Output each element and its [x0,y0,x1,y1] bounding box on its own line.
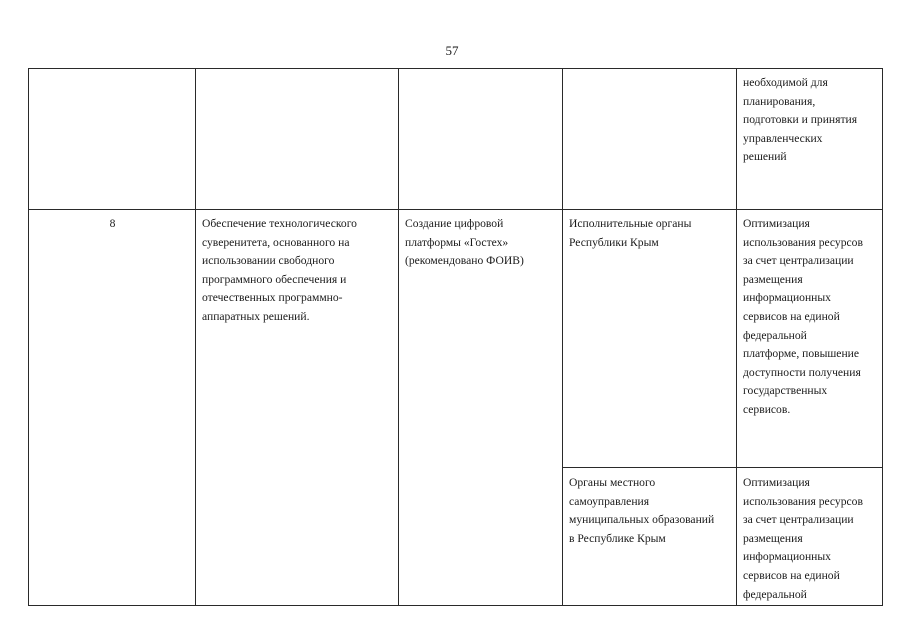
measures-table [28,68,883,606]
item-number-cell: 8 [29,210,196,606]
executor-cell-regional: Исполнительные органы Республики Крым [563,210,737,468]
table-row-continuation [29,69,883,210]
executor-cell-empty [563,69,737,210]
number-cell-empty [29,69,196,210]
result-cell-regional: Оптимизация использования ресурсов за счет централизации размещения информационных сервисов на единой федеральной платформе, повышение доступности получения государственных сервисов. [737,210,883,468]
measure-cell: Создание цифровой платформы «Гостех» (рекомендовано ФОИВ) [399,210,563,606]
page-number: 57 [445,43,459,58]
goal-cell-empty [196,69,399,210]
measure-cell-empty [399,69,563,210]
executor-cell-municipal: Органы местного самоуправления муниципальных образований в Республике Крым [563,468,737,606]
table-row-item-8 [29,210,883,468]
result-cell: необходимой для планирования, подготовки и принятия управленческих решений [737,69,883,210]
goal-cell: Обеспечение технологического суверенитета, основанного на использовании свободного программного обеспечения и отечественных программно- аппаратных решений. [196,210,399,606]
result-cell-municipal: Оптимизация использования ресурсов за счет централизации размещения информационных сервисов на единой федеральной [737,468,883,606]
